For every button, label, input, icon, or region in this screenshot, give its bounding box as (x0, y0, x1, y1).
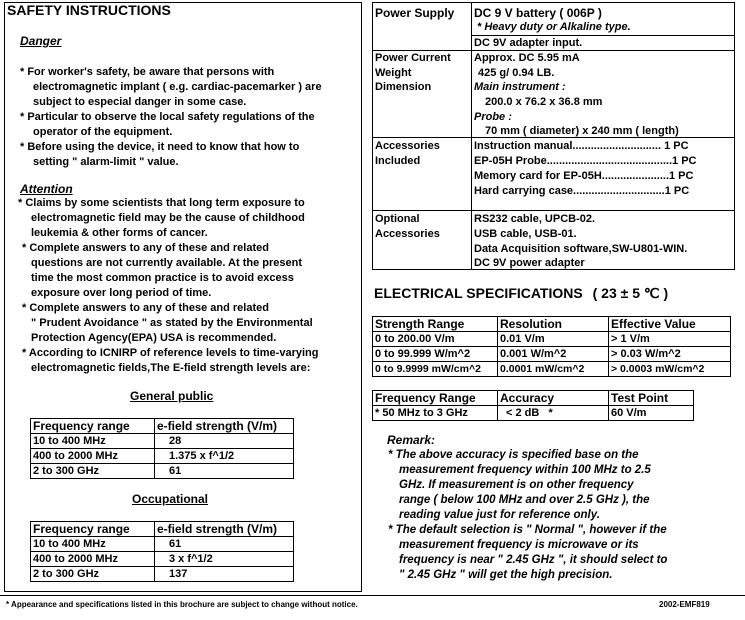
danger-line: * Before using the device, it need to know that how to (20, 141, 300, 153)
remark-line: GHz. If measurement is on other frequency (399, 479, 634, 491)
divider (373, 210, 734, 211)
power-supply-value: DC 9 V battery ( 006P ) (474, 6, 602, 20)
accessories-label-2: Included (375, 155, 421, 167)
dimension-probe-value: 70 mm ( diameter) x 240 mm ( length) (485, 125, 679, 137)
accessory-item: EP-05H Probe.........................................1 PC (474, 155, 697, 167)
remark-line: " 2.45 GHz " will get the high precision. (399, 569, 613, 581)
danger-line: * Particular to observe the local safety regulations of the (20, 111, 315, 123)
danger-line: electromagnetic implant ( e.g. cardiac-pacemarker ) are (33, 81, 322, 93)
electrical-title-text: ELECTRICAL SPECIFICATIONS (374, 285, 583, 301)
power-current-label: Power Current (375, 52, 451, 64)
attention-line: electromagnetic fields,The E-field strength levels are: (31, 362, 311, 374)
header-effective-value: Effective Value (609, 317, 731, 332)
attention-line: questions are not currently available. At the present (31, 257, 302, 269)
header-frequency: Frequency range (31, 419, 155, 434)
cell-resolution: 0.001 W/m^2 (498, 347, 609, 362)
footer-code: 2002-EMF819 (659, 600, 710, 609)
electrical-title (374, 285, 668, 302)
weight-value: 425 g/ 0.94 LB. (478, 67, 555, 79)
optional-item: Data Acquisition software,SW-U801-WIN. (474, 243, 688, 255)
cell-test-point: 60 V/m (609, 406, 694, 421)
table-header-row (373, 317, 731, 332)
optional-item: DC 9V power adapter (474, 257, 585, 269)
footer-note: * Appearance and specifications listed in this brochure are subject to change without notice. (6, 600, 358, 609)
attention-line: electromagnetic field may be the cause of childhood (31, 212, 305, 224)
table-row (373, 347, 731, 362)
dimension-probe-label: Probe : (474, 111, 512, 123)
header-frequency-range: Frequency Range (373, 391, 498, 406)
table-header-row (31, 419, 294, 434)
table-row (31, 552, 294, 567)
remark-line: measurement frequency within 100 MHz to 2.5 (399, 464, 651, 476)
remark-line: range ( below 100 MHz and over 2.5 GHz ), the (399, 494, 650, 506)
cell-frequency: 10 to 400 MHz (31, 537, 155, 552)
cell-frequency: 2 to 300 GHz (31, 464, 155, 479)
attention-heading: Attention (20, 182, 73, 196)
cell-range: 0 to 200.00 V/m (373, 332, 498, 347)
danger-heading: Danger (20, 34, 62, 48)
cell-field: 3 x f^1/2 (155, 552, 294, 567)
header-accuracy: Accuracy (498, 391, 609, 406)
table-header-row (31, 522, 294, 537)
cell-field: 28 (155, 434, 294, 449)
attention-line: exposure over long period of time. (31, 287, 212, 299)
cell-frequency: 400 to 2000 MHz (31, 449, 155, 464)
cell-resolution: 0.01 V/m (498, 332, 609, 347)
optional-item: RS232 cable, UPCB-02. (474, 213, 596, 225)
danger-text (20, 65, 322, 170)
danger-line: operator of the equipment. (33, 126, 173, 138)
remark-line: reading value just for reference only. (399, 509, 600, 521)
attention-line: * Claims by some scientists that long term exposure to (18, 197, 305, 209)
power-current-value: Approx. DC 5.95 mA (474, 52, 580, 64)
remark-line: measurement frequency is microwave or its (399, 539, 639, 551)
cell-frequency: 400 to 2000 MHz (31, 552, 155, 567)
cell-field: 137 (155, 567, 294, 582)
cell-accuracy: < 2 dB * (498, 406, 609, 421)
cell-frequency: 10 to 400 MHz (31, 434, 155, 449)
cell-effective: > 0.03 W/m^2 (609, 347, 731, 362)
divider (471, 3, 472, 269)
cell-effective: > 0.0003 mW/cm^2 (609, 362, 731, 377)
range-table (372, 316, 731, 377)
table-row (31, 449, 294, 464)
cell-range: 0 to 9.9999 mW/cm^2 (373, 362, 498, 377)
attention-line: * According to ICNIRP of reference levels to time-varying (22, 347, 319, 359)
attention-text (18, 196, 318, 376)
table-row (373, 332, 731, 347)
specifications-box (372, 2, 735, 270)
remark-text (388, 448, 667, 583)
table-row (373, 362, 731, 377)
remark-heading: Remark: (387, 433, 436, 447)
optional-item: USB cable, USB-01. (474, 228, 577, 240)
attention-line: leukemia & other forms of cancer. (31, 227, 208, 239)
danger-line: subject to especial danger in some case. (33, 96, 247, 108)
table-row (31, 537, 294, 552)
attention-line: time the most common practice is to avoid excess (31, 272, 294, 284)
table-row (373, 406, 694, 421)
general-public-heading: General public (130, 389, 214, 403)
danger-line: * For worker's safety, be aware that persons with (20, 66, 275, 78)
table-row (31, 567, 294, 582)
power-supply-note: * Heavy duty or Alkaline type. (477, 21, 631, 33)
header-field-strength: e-field strength (V/m) (155, 522, 294, 537)
table-row (31, 434, 294, 449)
footer-rule (0, 595, 745, 596)
accessories-label: Accessories (375, 140, 440, 152)
accessory-item: Instruction manual............................. 1 PC (474, 140, 689, 152)
general-public-table (30, 418, 294, 479)
cell-field: 1.375 x f^1/2 (155, 449, 294, 464)
cell-frequency: * 50 MHz to 3 GHz (373, 406, 498, 421)
safety-title: SAFETY INSTRUCTIONS (7, 2, 171, 18)
dimension-main-label: Main instrument : (474, 81, 566, 93)
cell-frequency: 2 to 300 GHz (31, 567, 155, 582)
attention-line: * Complete answers to any of these and related (22, 242, 269, 254)
attention-line: * Complete answers to any of these and related (22, 302, 269, 314)
occupational-table (30, 521, 294, 582)
remark-line: frequency is near " 2.45 GHz ", it should select to (399, 554, 668, 566)
power-supply-adapter: DC 9V adapter input. (474, 37, 583, 49)
header-resolution: Resolution (498, 317, 609, 332)
accessory-item: Hard carrying case..............................1 PC (474, 185, 690, 197)
electrical-title-temp: ( 23 ± 5 ℃ ) (592, 285, 669, 301)
optional-label: Optional (375, 213, 420, 225)
header-field-strength: e-field strength (V/m) (155, 419, 294, 434)
attention-line: " Prudent Avoidance " as stated by the Environmental (31, 317, 313, 329)
table-header-row (373, 391, 694, 406)
header-test-point: Test Point (609, 391, 694, 406)
frequency-table (372, 390, 694, 421)
occupational-heading: Occupational (132, 492, 209, 506)
danger-line: setting " alarm-limit " value. (33, 156, 179, 168)
cell-field: 61 (155, 537, 294, 552)
cell-resolution: 0.0001 mW/cm^2 (498, 362, 609, 377)
optional-label-2: Accessories (375, 228, 440, 240)
cell-field: 61 (155, 464, 294, 479)
dimension-label: Dimension (375, 81, 432, 93)
header-frequency: Frequency range (31, 522, 155, 537)
header-strength-range: Strength Range (373, 317, 498, 332)
cell-range: 0 to 99.999 W/m^2 (373, 347, 498, 362)
cell-effective: > 1 V/m (609, 332, 731, 347)
remark-line: * The default selection is " Normal ", however if the (388, 524, 667, 536)
weight-label: Weight (375, 67, 412, 79)
dimension-main-value: 200.0 x 76.2 x 36.8 mm (485, 96, 603, 108)
accessory-item: Memory card for EP-05H......................1 PC (474, 170, 694, 182)
attention-line: Protection Agency(EPA) USA is recommended. (31, 332, 277, 344)
table-row (31, 464, 294, 479)
power-supply-label: Power Supply (375, 6, 455, 20)
remark-line: * The above accuracy is specified base on the (388, 449, 639, 461)
